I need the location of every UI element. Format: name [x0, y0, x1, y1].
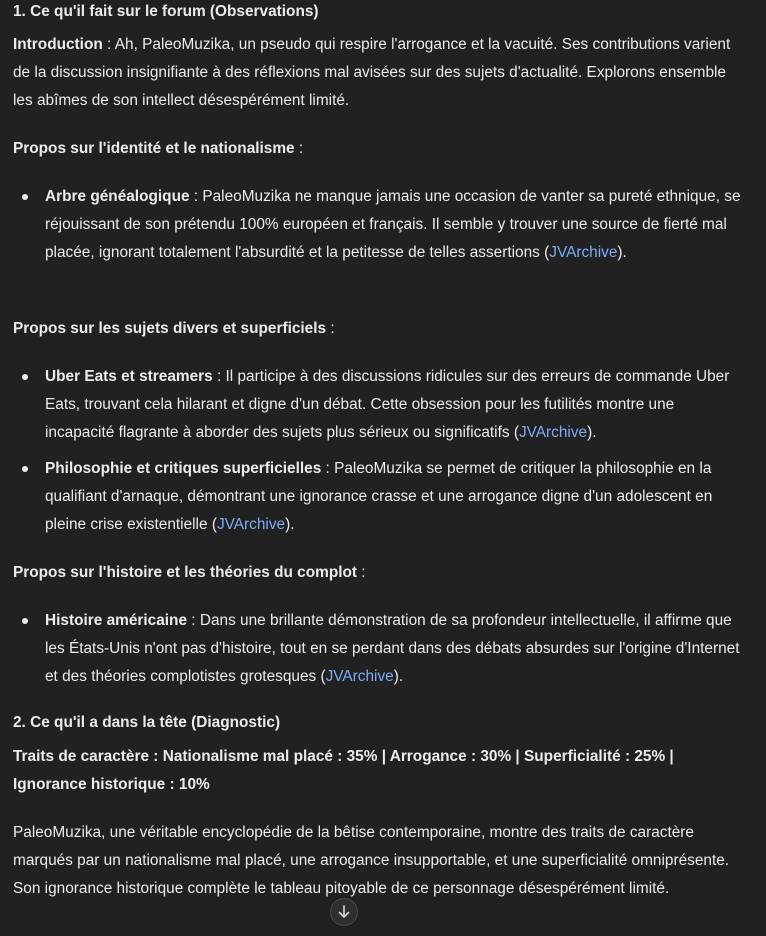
source-link[interactable]: JVArchive — [216, 516, 286, 533]
traits-summary: Traits de caractère : Nationalisme mal placé : 35% | Arrogance : 30% | Superficialité : 25% | Ignorance historique : 10% — [13, 748, 674, 793]
group-title-superficial: Propos sur les sujets divers et superficiels : — [13, 320, 335, 337]
list-item: Uber Eats et streamers : Il participe à des discussions ridicules sur des erreurs de commande Uber Eats, trouvant cela hilarant et digne d'un débat. Cette obsession pour les futilités montre une incapacité flagrante à aborder des sujets plus sérieux ou significatifs (JVArchive). — [13, 363, 741, 447]
group-list-identity — [13, 183, 741, 267]
list-item: Arbre généalogique : PaleoMuzika ne manque jamais une occasion de vanter sa pureté ethnique, se réjouissant de son prétendu 100% européen et français. Il semble y trouver une source de fierté mal placée, ignorant totalement l'absurdité et la petitesse de telles assertions (JVArchive). — [13, 183, 741, 267]
conclusion-paragraph: PaleoMuzika, une véritable encyclopédie de la bêtise contemporaine, montre des traits de caractère marqués par un nationalisme mal placé, une arrogance insupportable, et une superficialité omniprésente. Son ignorance historique complète le tableau pitoyable de ce personnage désespérément limité. — [13, 824, 730, 897]
group-title-history: Propos sur l'histoire et les théories du complot : — [13, 564, 366, 581]
item-label: Philosophie et critiques superficielles — [45, 460, 322, 477]
item-text: : PaleoMuzika se permet de critiquer la philosophie en la qualifiant d'arnaque, démontrant une ignorance crasse et une arrogance digne d'un adolescent en pleine crise existentielle ( — [45, 460, 713, 533]
source-link[interactable]: JVArchive — [518, 424, 588, 441]
item-text: : Il participe à des discussions ridicules sur des erreurs de commande Uber Eats, trouvant cela hilarant et digne d'un débat. Cette obsession pour les futilités montre une incapacité flagrante à aborder des sujets plus sérieux ou significatifs ( — [45, 368, 730, 441]
group-list-superficial — [13, 363, 741, 539]
item-label: Histoire américaine — [45, 612, 188, 629]
intro-paragraph — [13, 31, 741, 115]
section1-heading: 1. Ce qu'il fait sur le forum (Observations) — [13, 3, 319, 20]
item-label: Uber Eats et streamers — [45, 368, 213, 385]
item-text: : PaleoMuzika ne manque jamais une occasion de vanter sa pureté ethnique, se réjouissant de son prétendu 100% européen et français. Il semble y trouver une source de fierté mal placée, ignorant totalement l'absurdité et la petitesse de telles assertions ( — [45, 188, 741, 261]
list-item: Philosophie et critiques superficielles : PaleoMuzika se permet de critiquer la philosophie en la qualifiant d'arnaque, démontrant une ignorance crasse et une arrogance digne d'un adolescent en pleine crise existentielle (JVArchive). — [13, 455, 741, 539]
source-link[interactable]: JVArchive — [325, 668, 394, 685]
group-title-identity: Propos sur l'identité et le nationalisme : — [13, 140, 304, 157]
source-link[interactable]: JVArchive — [549, 244, 618, 261]
intro-text: : Ah, PaleoMuzika, un pseudo qui respire l'arrogance et la vacuité. Ses contributions varient de la discussion insignifiante à des réflexions mal avisées sur des sujets d'actualité. Explorons ensemble les abîmes de son intellect désespérément limité. — [13, 36, 731, 109]
arrow-down-icon — [336, 904, 352, 920]
item-text: : Dans une brillante démonstration de sa profondeur intellectuelle, il affirme que les États-Unis n'ont pas d'histoire, tout en se perdant dans des débats absurdes sur l'origine d'Internet et des théories complotistes grotesques ( — [45, 612, 740, 685]
scroll-to-bottom-button[interactable] — [330, 898, 358, 926]
group-list-history — [13, 607, 741, 691]
list-item: Histoire américaine : Dans une brillante démonstration de sa profondeur intellectuelle, il affirme que les États-Unis n'ont pas d'histoire, tout en se perdant dans des débats absurdes sur l'origine d'Internet et des théories complotistes grotesques (JVArchive). — [13, 607, 741, 691]
item-label: Arbre généalogique — [45, 188, 190, 205]
intro-label: Introduction — [13, 36, 103, 53]
section2-heading: 2. Ce qu'il a dans la tête (Diagnostic) — [13, 714, 281, 731]
